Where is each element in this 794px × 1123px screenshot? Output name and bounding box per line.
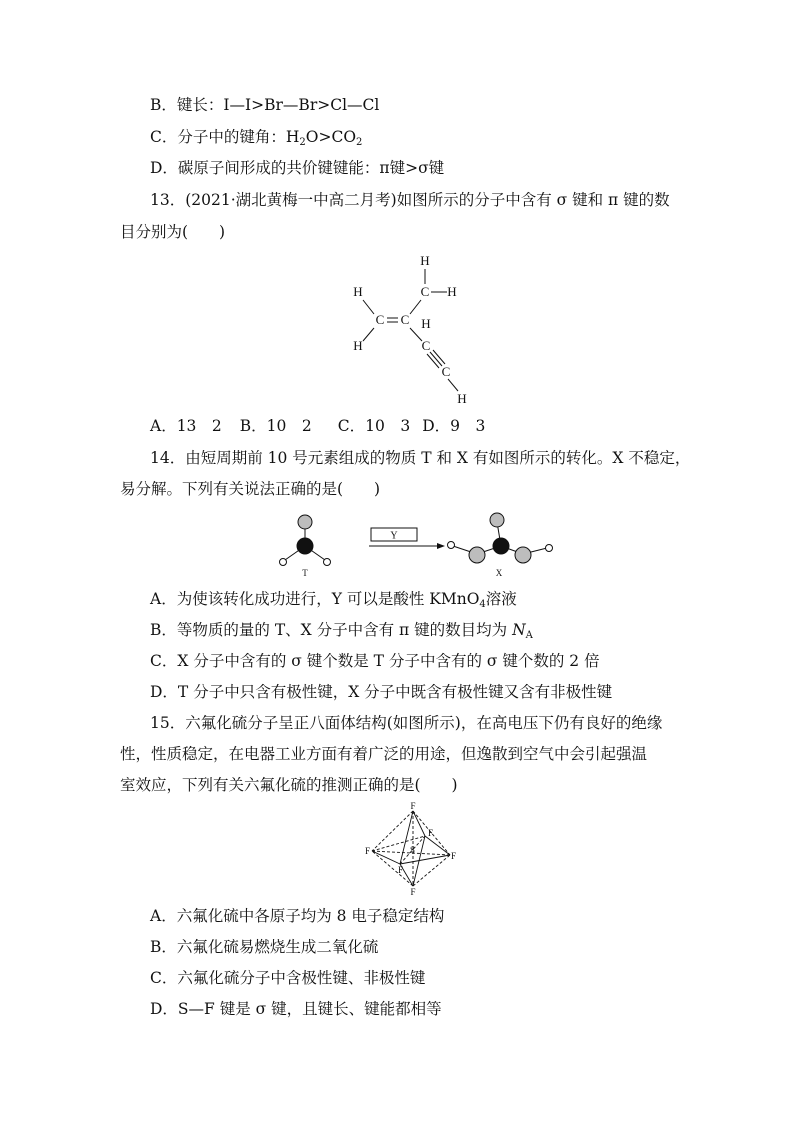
q15-option-c: C．六氟化硫分子中含极性键、非极性键 [150, 969, 426, 987]
q14-reaction-figure [265, 508, 565, 580]
atom-label: C [441, 364, 451, 379]
q14-option-c: C．X 分子中含有的 σ 键个数是 T 分子中含有的 σ 键个数的 2 倍 [150, 652, 600, 670]
q12-option-d: D．碳原子间形成的共价键键能：π键>σ键 [150, 159, 445, 177]
q14-option-a-text2: 溶液 [485, 590, 517, 608]
q12-option-b: B．键长：I—I>Br—Br>Cl—Cl [150, 96, 380, 114]
q15-option-a: A．六氟化硫中各原子均为 8 电子稳定结构 [150, 907, 445, 925]
atom-label: H [457, 391, 467, 406]
subscript-2: 2 [356, 137, 363, 148]
label-x: X [495, 568, 503, 578]
avogadro-symbol: N [512, 621, 526, 639]
q13-stem-line2: 目分别为( ) [120, 223, 226, 241]
atom-label: F [451, 851, 457, 861]
atom-label: F [428, 828, 434, 838]
atom-label: F [365, 846, 371, 856]
atom-label: H [420, 253, 430, 268]
atom-label: F [398, 865, 404, 875]
subscript-4: 4 [479, 599, 486, 610]
reaction-arrow [369, 528, 445, 549]
q14-option-d: D．T 分子中只含有极性键，X 分子中既含有极性键又含有非极性键 [150, 683, 613, 701]
q14-option-a-text: A．为使该转化成功进行，Y 可以是酸性 KMnO [150, 590, 480, 608]
q15-stem-line2: 性，性质稳定，在电器工业方面有着广泛的用途，但逸散到空气中会引起强温 [120, 745, 648, 763]
q15-option-d: D．S—F 键是 σ 键，且键长、键能都相等 [150, 1000, 442, 1018]
label-t: T [302, 568, 308, 578]
q15-octahedron-figure [362, 802, 462, 896]
q15-option-b: B．六氟化硫易燃烧生成二氧化硫 [150, 938, 379, 956]
q13-option-b: B．10 2 [239, 417, 312, 435]
q14-option-b [150, 620, 533, 646]
subscript-a: A [525, 630, 533, 641]
atom-label: S [410, 845, 416, 855]
atom-label: C [421, 338, 431, 353]
reagent-y-label: Y [390, 530, 398, 542]
q12-option-c [150, 127, 362, 153]
atom-label: C [375, 312, 385, 327]
q13-molecule-figure [340, 248, 480, 408]
q14-stem-line1: 14．由短周期前 10 号元素组成的物质 T 和 X 有如图所示的转化。X 不稳定， [150, 449, 691, 467]
q12-option-c-text2: O>CO [305, 128, 357, 146]
atom-label: H [447, 284, 457, 299]
q15-stem-line3: 室效应，下列有关六氟化硫的推测正确的是( ) [120, 776, 458, 794]
q13-options [150, 416, 485, 436]
q12-option-c-text: C．分子中的键角：H [150, 128, 300, 146]
q15-stem-line1: 15．六氟化硫分子呈正八面体结构(如图所示)，在高电压下仍有良好的绝缘 [150, 714, 663, 732]
q13-option-c: C．10 3 [337, 417, 411, 435]
atom-label: F [410, 802, 416, 811]
molecule-x [448, 513, 553, 578]
q13-option-a: A．13 2 [150, 417, 222, 435]
molecule-t [280, 515, 331, 578]
atom-label: H [421, 316, 431, 331]
q13-option-d: D．9 3 [422, 417, 486, 435]
q13-stem-line1: 13．(2021·湖北黄梅一中高二月考)如图所示的分子中含有 σ 键和 π 键的数 [150, 191, 670, 209]
q14-stem-line2: 易分解。下列有关说法正确的是( ) [120, 480, 381, 498]
atom-label: H [353, 284, 363, 299]
atom-label: F [410, 887, 416, 896]
subscript-2: 2 [299, 137, 306, 148]
atom-label: C [400, 312, 410, 327]
atom-label: H [353, 338, 363, 353]
atom-label: C [420, 284, 430, 299]
q14-option-a [150, 589, 517, 615]
q14-option-b-text: B．等物质的量的 T、X 分子中含有 π 键的数目均为 [150, 621, 513, 639]
